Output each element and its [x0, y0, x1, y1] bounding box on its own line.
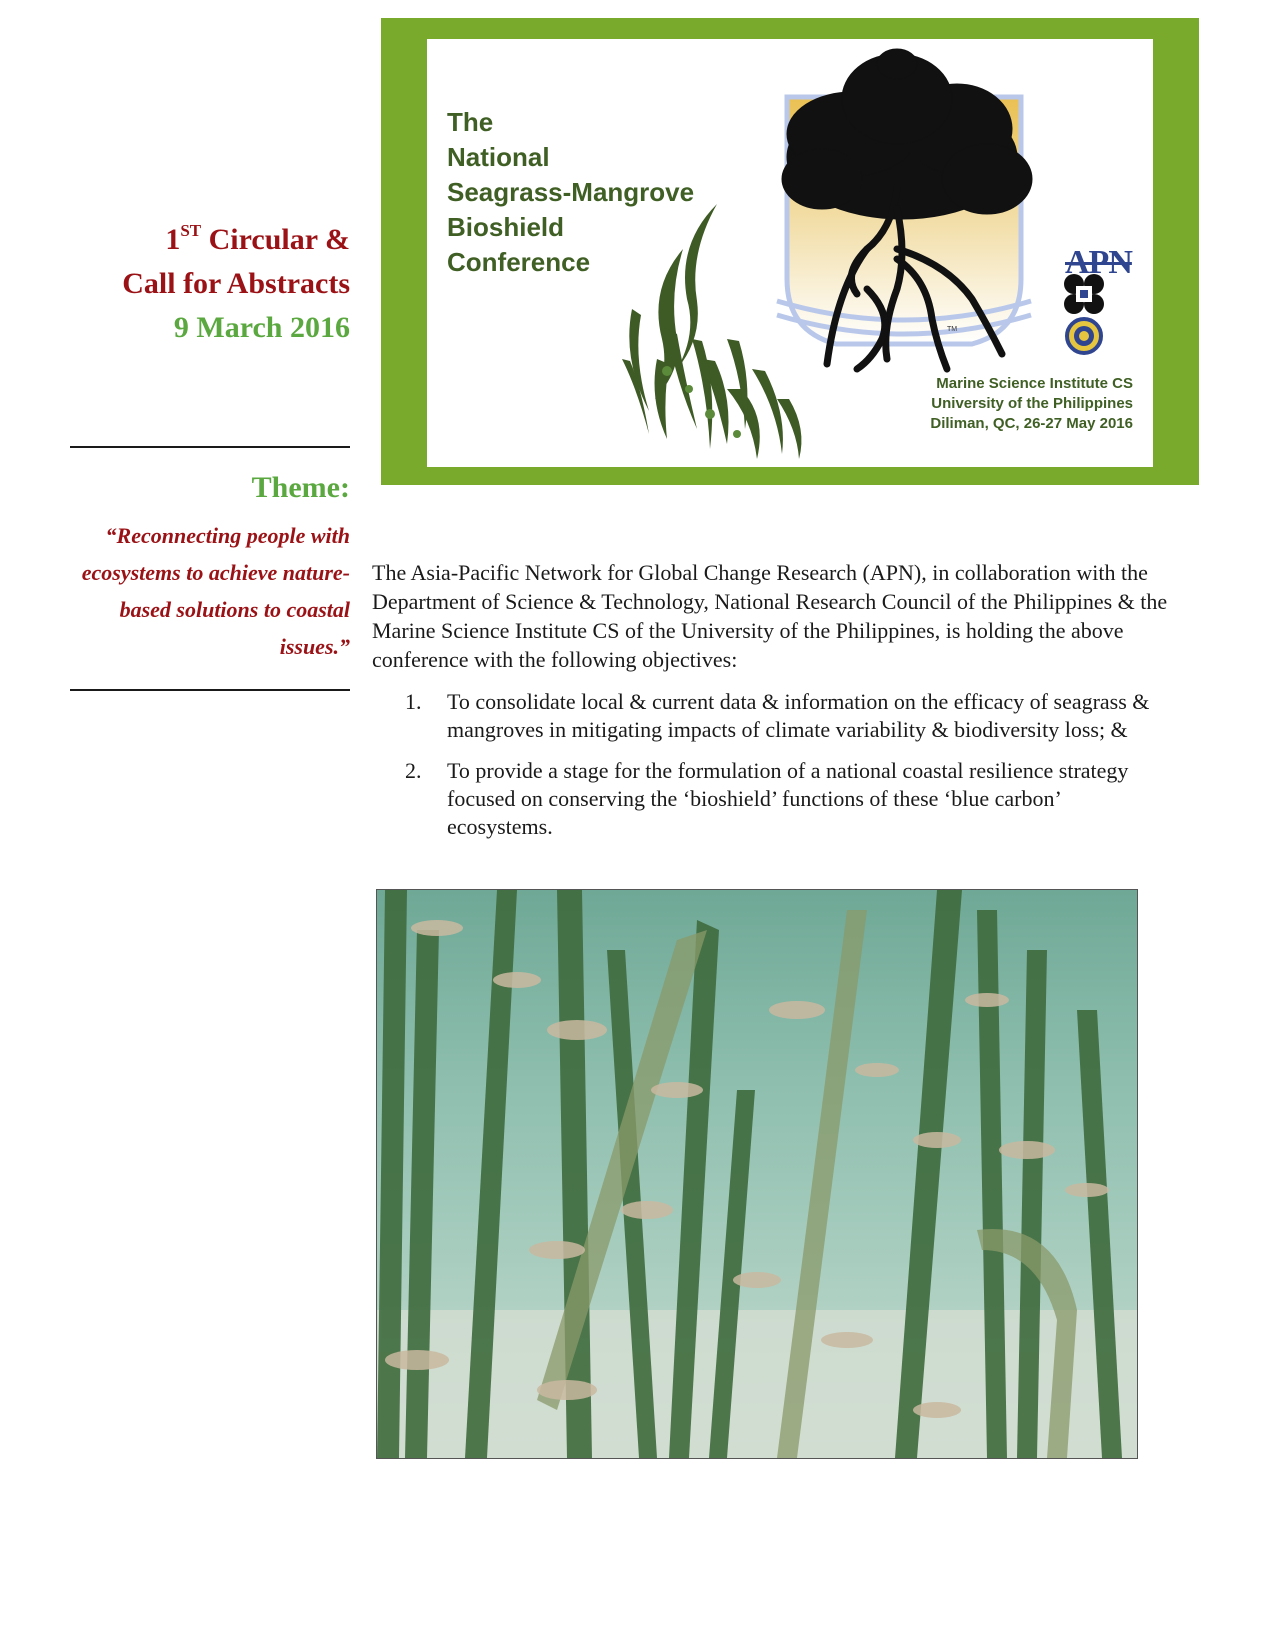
divider-top: [70, 446, 350, 448]
conference-title-line-4: Bioshield: [447, 212, 565, 242]
theme-text: “Reconnecting people with ecosystems to achieve nature-based solutions to coastal issues.”: [81, 523, 350, 659]
objective-item: [372, 688, 1162, 744]
venue-line-3: Diliman, QC, 26-27 May 2016: [930, 415, 1133, 432]
circular-heading: [60, 218, 350, 350]
conference-venue: [833, 374, 1133, 434]
conference-title-line-3: Seagrass-Mangrove: [447, 177, 695, 207]
banner-panel: [427, 39, 1153, 467]
circular-date: 9 March 2016: [173, 311, 350, 344]
theme-heading: [60, 468, 350, 508]
circular-title: [60, 218, 350, 262]
venue-line-1: Marine Science Institute CS: [936, 375, 1133, 392]
conference-title-line-1: The: [447, 107, 494, 137]
conference-title-line-5: Conference: [447, 247, 591, 277]
objective-number: 1.: [405, 689, 422, 714]
circular-title-rest: Circular &: [208, 223, 350, 256]
apn-logo: APN: [1065, 244, 1132, 281]
theme-colon: :: [340, 471, 350, 504]
trademark-mark: [947, 326, 957, 333]
circular-suffix: ST: [180, 221, 202, 240]
conference-title-line-2: National: [447, 142, 550, 172]
seagrass-photo: [376, 889, 1138, 1459]
intro-paragraph: The Asia-Pacific Network for Global Change Research (APN), in collaboration with the Department of Science & Technology, National Research Council of the Philippines & the Marine Science Institute CS of the University of the Philippines, is holding the above conference with the following objectives:: [372, 560, 1168, 672]
trademark-text: TM: [947, 326, 958, 333]
nrcp-seal-icon: [1067, 319, 1101, 353]
objective-text: To provide a stage for the formulation of a national coastal resilience strategy focused on conserving the ‘bioshield’ functions of these ‘blue carbon’ ecosystems.: [447, 758, 1129, 839]
call-for-abstracts: Call for Abstracts: [122, 267, 350, 300]
objectives-list: [372, 688, 1162, 854]
seagrass-underwater-image: [377, 890, 1137, 1458]
objective-text: To consolidate local & current data & information on the efficacy of seagrass & mangroves in mitigating impacts of climate variability & biodiversity loss; &: [447, 689, 1150, 742]
objective-item: [372, 757, 1162, 841]
divider-bottom: [70, 689, 350, 691]
theme-label: Theme: [251, 471, 340, 504]
conference-title: [447, 105, 767, 280]
conference-banner: [381, 18, 1199, 485]
venue-line-2: University of the Philippines: [931, 395, 1133, 412]
circular-number: 1: [165, 223, 181, 256]
objective-number: 2.: [405, 758, 422, 783]
